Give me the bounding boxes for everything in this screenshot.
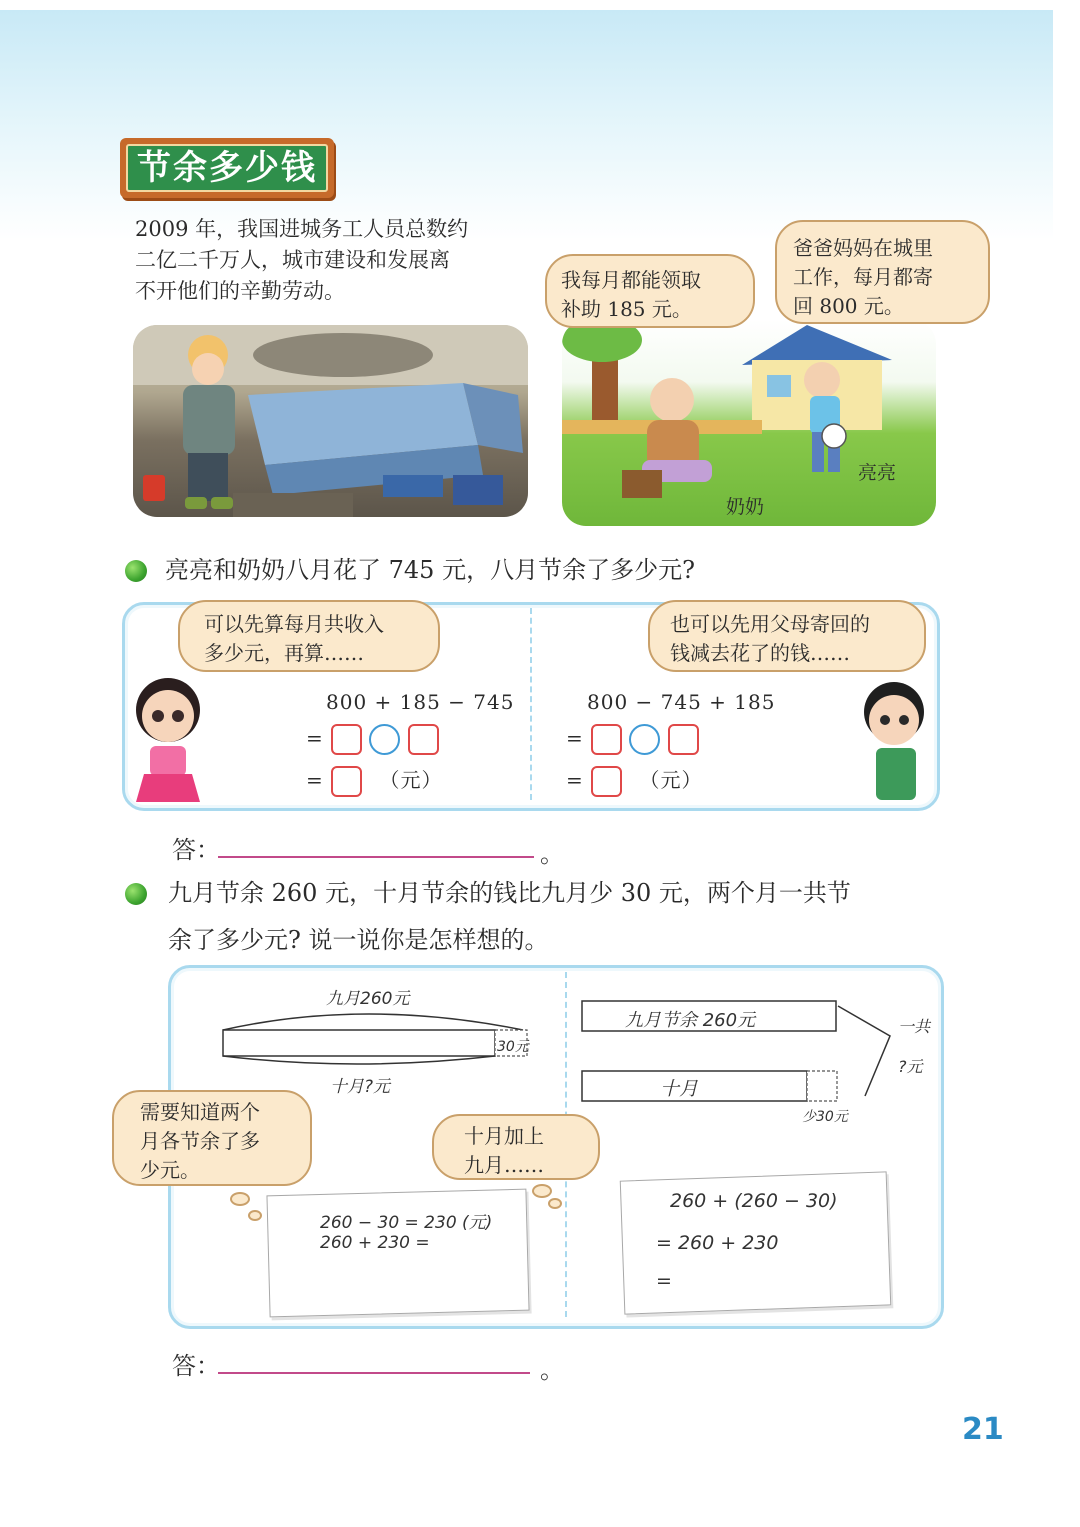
- bubble-line: 补助 185 元。: [561, 297, 692, 321]
- answer-box[interactable]: [591, 724, 622, 755]
- left-bar-diagram: [215, 1000, 535, 1070]
- answer-line-2[interactable]: [218, 1372, 530, 1374]
- photo-illustration: [133, 325, 528, 517]
- intro-line: 2009 年，我国进城务工人员总数约: [135, 217, 469, 241]
- answer-period: 。: [540, 1356, 564, 1384]
- bubble-line: 少元。: [140, 1158, 200, 1182]
- intro-line: 二亿二千万人，城市建设和发展离: [135, 248, 450, 272]
- diff-label: 30元: [497, 1039, 529, 1055]
- answer-box[interactable]: [331, 766, 362, 797]
- bubble-line: 十月加上: [464, 1124, 544, 1148]
- bubble-line: 需要知道两个: [140, 1100, 260, 1124]
- left-expression: 800 + 185 − 745: [326, 690, 515, 714]
- note-right-line-1: 260 + (260 − 30): [670, 1190, 838, 1212]
- answer-box[interactable]: [668, 724, 699, 755]
- right-fill-row-2: [566, 764, 702, 797]
- bubble-line: 也可以先用父母寄回的: [670, 612, 870, 636]
- left-fill-row-1: [306, 724, 439, 755]
- equals-sign: =: [306, 768, 324, 792]
- answer-box[interactable]: [408, 724, 439, 755]
- section-title-box: [120, 138, 334, 198]
- thought-dot: [230, 1192, 250, 1206]
- boy-speech-bubble: [775, 220, 990, 324]
- construction-photo: [133, 325, 528, 517]
- note-right-line-2: = 260 + 230: [656, 1232, 779, 1254]
- page-number: 21: [962, 1412, 1004, 1447]
- bubble-line: 回 800 元。: [793, 294, 904, 318]
- note-left-line-2: 260 + 230 =: [320, 1233, 430, 1253]
- note-right-line-3: =: [656, 1270, 672, 1292]
- bubble-line: 爸爸妈妈在城里: [793, 236, 933, 260]
- bubble-line: 九月……: [464, 1153, 544, 1177]
- panel-divider: [530, 608, 532, 800]
- unit-label: （元）: [379, 768, 443, 792]
- right-expression: 800 − 745 + 185: [587, 690, 776, 714]
- equals-sign: =: [566, 768, 584, 792]
- bullet-dot: [125, 560, 147, 582]
- bubble-line: 我每月都能领取: [561, 268, 701, 292]
- total-label-1: 一共: [898, 1017, 931, 1036]
- question-1: 亮亮和奶奶八月花了 745 元，八月节余了多少元?: [165, 556, 695, 584]
- unit-label: （元）: [639, 768, 703, 792]
- thought-dot: [248, 1210, 262, 1221]
- bullet-dot: [125, 883, 147, 905]
- left-fill-row-2: [306, 764, 442, 797]
- thought-bubble-mid: [432, 1114, 600, 1180]
- bubble-line: 月各节余了多: [140, 1129, 260, 1153]
- note-left-line-1: 260 − 30 = 230 (元): [320, 1213, 493, 1233]
- bubble-line: 可以先算每月共收入: [204, 612, 384, 636]
- girl-speech-bubble: [178, 600, 440, 672]
- sept-label: 九月260元: [326, 989, 410, 1009]
- grandma-label: 奶奶: [726, 496, 765, 518]
- answer-box[interactable]: [591, 766, 622, 797]
- oct-label: 十月?元: [330, 1077, 391, 1097]
- equals-sign: =: [566, 726, 584, 750]
- intro-paragraph: [135, 214, 520, 307]
- bubble-line: 钱减去花了的钱……: [670, 641, 850, 665]
- thought-dot: [532, 1184, 552, 1198]
- bubble-line: 多少元，再算……: [204, 641, 364, 665]
- total-label-2: ?元: [898, 1057, 923, 1076]
- sept-bar-label: 九月节余 260元: [625, 1010, 756, 1031]
- intro-line: 不开他们的辛勤劳动。: [135, 279, 345, 303]
- answer-period: 。: [540, 840, 564, 868]
- less-label: 少30元: [802, 1109, 848, 1125]
- girl-character: [120, 670, 215, 810]
- right-fill-row-1: [566, 724, 699, 755]
- boy-label: 亮亮: [858, 462, 897, 484]
- answer-line-1[interactable]: [218, 856, 534, 858]
- section-title: 节余多少钱: [126, 144, 328, 192]
- family-scene: [562, 320, 936, 526]
- question-2-line-1: 九月节余 260 元，十月节余的钱比九月少 30 元，两个月一共节: [168, 879, 851, 907]
- thought-dot: [548, 1198, 562, 1209]
- equals-sign: =: [306, 726, 324, 750]
- operator-circle[interactable]: [629, 724, 660, 755]
- question-2-line-2: 余了多少元? 说一说你是怎样想的。: [168, 926, 549, 954]
- operator-circle[interactable]: [369, 724, 400, 755]
- thought-bubble-left: [112, 1090, 312, 1186]
- bubble-line: 工作，每月都寄: [793, 265, 933, 289]
- grandma-speech-bubble: [545, 254, 755, 328]
- boy-character: [852, 676, 937, 806]
- oct-bar-label: 十月: [660, 1078, 699, 1100]
- boy-speech-bubble-2: [648, 600, 926, 672]
- answer-label: 答：: [172, 1352, 220, 1380]
- answer-box[interactable]: [331, 724, 362, 755]
- answer-label: 答：: [172, 836, 220, 864]
